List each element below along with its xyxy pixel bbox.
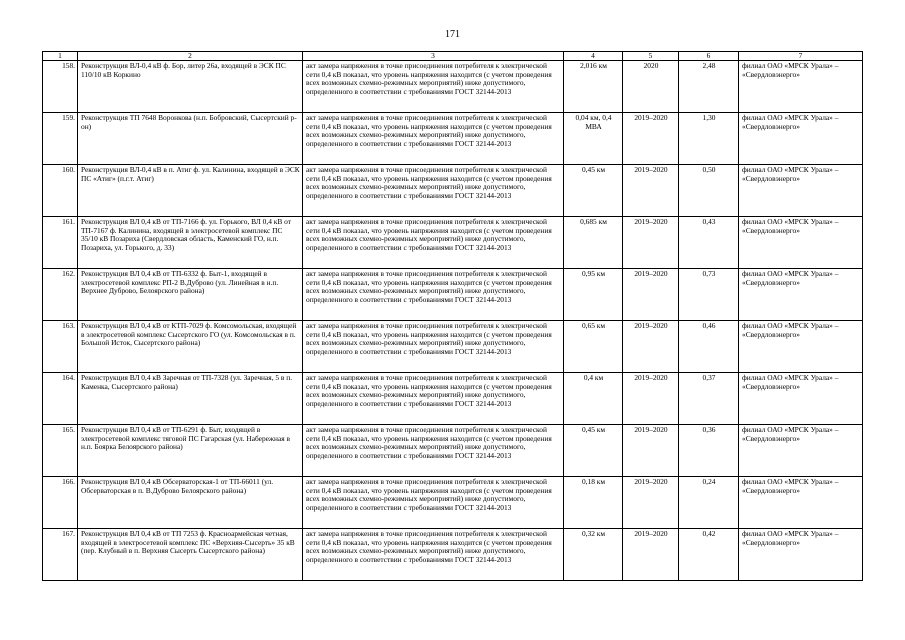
header-cell-1: 1 [43,52,78,61]
cell-capacity: 0,4 км [564,373,623,425]
cell-capacity: 0,685 км [564,217,623,269]
table-row [43,529,863,581]
cell-cost: 0,24 [679,477,739,529]
cell-cost: 0,73 [679,269,739,321]
cell-organization: филиал ОАО «МРСК Урала» – «Свердловэнерго» [739,373,863,425]
cell-justification: акт замера напряжения в точке присоединения потребителя к электрической сети 0,4 кВ показал, что уровень напряжения находится (с учетом проведения всех возможных схемно-режимных мероприятий) ниже допустимого, определенного в соответствии с требованиями ГОСТ 32144-2013 [303,217,564,269]
cell-justification: акт замера напряжения в точке присоединения потребителя к электрической сети 0,4 кВ показал, что уровень напряжения находится (с учетом проведения всех возможных схемно-режимных мероприятий) ниже допустимого, определенного в соответствии с требованиями ГОСТ 32144-2013 [303,477,564,529]
table-row [43,217,863,269]
cell-period: 2019–2020 [623,113,679,165]
cell-period: 2019–2020 [623,321,679,373]
cell-organization: филиал ОАО «МРСК Урала» – «Свердловэнерго» [739,529,863,581]
table-row [43,373,863,425]
table-row [43,61,863,113]
cell-period: 2019–2020 [623,477,679,529]
cell-justification: акт замера напряжения в точке присоединения потребителя к электрической сети 0,4 кВ показал, что уровень напряжения находится (с учетом проведения всех возможных схемно-режимных мероприятий) ниже допустимого, определенного в соответствии с требованиями ГОСТ 32144-2013 [303,321,564,373]
cell-cost: 0,42 [679,529,739,581]
cell-cost: 0,36 [679,425,739,477]
cell-cost: 2,48 [679,61,739,113]
page-number: 171 [445,29,460,40]
cell-period: 2019–2020 [623,529,679,581]
cell-cost: 0,37 [679,373,739,425]
cell-project-name: Реконструкция ВЛ 0,4 кВ от ТП-6332 ф. Быт-1, входящей в электросетевой комплекс РП-2 В.Дуброво (ул. Линейная в н.п. Верхнее Дуброво, Белоярского района) [78,269,303,321]
cell-row-number: 160. [43,165,78,217]
header-cell-4: 4 [564,52,623,61]
cell-row-number: 162. [43,269,78,321]
table-row [43,165,863,217]
cell-justification: акт замера напряжения в точке присоединения потребителя к электрической сети 0,4 кВ показал, что уровень напряжения находится (с учетом проведения всех возможных схемно-режимных мероприятий) ниже допустимого, определенного в соответствии с требованиями ГОСТ 32144-2013 [303,529,564,581]
table-row [43,113,863,165]
cell-project-name: Реконструкция ВЛ 0,4 кВ от КТП-7029 ф. Комсомольская, входящей в электросетевой комплекс Сысертского ГО (ул. Комсомольская в п. Большой Исток, Сысертского района) [78,321,303,373]
table-row [43,425,863,477]
table-row [43,269,863,321]
header-cell-2: 2 [78,52,303,61]
cell-project-name: Реконструкция ВЛ 0,4 кВ Обсерваторская-1 от ТП-66011 (ул. Обсерваторская в п. В.Дуброво Белоярского района) [78,477,303,529]
cell-justification: акт замера напряжения в точке присоединения потребителя к электрической сети 0,4 кВ показал, что уровень напряжения находится (с учетом проведения всех возможных схемно-режимных мероприятий) ниже допустимого, определенного в соответствии с требованиями ГОСТ 32144-2013 [303,61,564,113]
header-cell-5: 5 [623,52,679,61]
cell-period: 2019–2020 [623,165,679,217]
cell-justification: акт замера напряжения в точке присоединения потребителя к электрической сети 0,4 кВ показал, что уровень напряжения находится (с учетом проведения всех возможных схемно-режимных мероприятий) ниже допустимого, определенного в соответствии с требованиями ГОСТ 32144-2013 [303,165,564,217]
cell-cost: 0,43 [679,217,739,269]
cell-organization: филиал ОАО «МРСК Урала» – «Свердловэнерго» [739,477,863,529]
cell-project-name: Реконструкция ТП 7648 Воронкова (н.п. Бобровский, Сысертский р-он) [78,113,303,165]
cell-organization: филиал ОАО «МРСК Урала» – «Свердловэнерго» [739,269,863,321]
cell-project-name: Реконструкция ВЛ-0,4 кВ в п. Атиг ф. ул. Калинина, входящей в ЭСК ПС «Атиг» (п.г.т. Атиг) [78,165,303,217]
cell-capacity: 0,45 км [564,165,623,217]
table-row [43,321,863,373]
cell-organization: филиал ОАО «МРСК Урала» – «Свердловэнерго» [739,425,863,477]
cell-period: 2019–2020 [623,269,679,321]
cell-organization: филиал ОАО «МРСК Урала» – «Свердловэнерго» [739,321,863,373]
cell-period: 2019–2020 [623,373,679,425]
cell-row-number: 161. [43,217,78,269]
cell-justification: акт замера напряжения в точке присоединения потребителя к электрической сети 0,4 кВ показал, что уровень напряжения находится (с учетом проведения всех возможных схемно-режимных мероприятий) ниже допустимого, определенного в соответствии с требованиями ГОСТ 32144-2013 [303,113,564,165]
cell-cost: 0,46 [679,321,739,373]
cell-organization: филиал ОАО «МРСК Урала» – «Свердловэнерго» [739,61,863,113]
header-cell-6: 6 [679,52,739,61]
cell-row-number: 165. [43,425,78,477]
cell-project-name: Реконструкция ВЛ 0,4 кВ от ТП 7253 ф. Красноармейская четная, входящей в электросетевой комплекс ПС «Верхняя-Сысерть» 35 кВ (пер. Клубный в п. Верхняя Сысерть Сысертского района) [78,529,303,581]
cell-project-name: Реконструкция ВЛ 0,4 кВ от ТП-7166 ф. ул. Горького, ВЛ 0,4 кВ от ТП-7167 ф. Калинина, входящей в электросетевой комплекс ПС 35/10 кВ Позариха (Свердловская область, Каменский ГО, н.п. Позариха, ул. Горького, д. 33) [78,217,303,269]
cell-project-name: Реконструкция ВЛ 0,4 кВ Заречная от ТП-7328 (ул. Заречная, 5 в п. Каменка, Сысертского района) [78,373,303,425]
cell-capacity: 0,65 км [564,321,623,373]
cell-row-number: 167. [43,529,78,581]
header-cell-3: 3 [303,52,564,61]
cell-capacity: 0,04 км, 0,4 МВА [564,113,623,165]
cell-capacity: 0,32 км [564,529,623,581]
cell-capacity: 2,016 км [564,61,623,113]
cell-row-number: 159. [43,113,78,165]
header-cell-7: 7 [739,52,863,61]
cell-organization: филиал ОАО «МРСК Урала» – «Свердловэнерго» [739,165,863,217]
cell-organization: филиал ОАО «МРСК Урала» – «Свердловэнерго» [739,217,863,269]
cell-row-number: 166. [43,477,78,529]
cell-justification: акт замера напряжения в точке присоединения потребителя к электрической сети 0,4 кВ показал, что уровень напряжения находится (с учетом проведения всех возможных схемно-режимных мероприятий) ниже допустимого, определенного в соответствии с требованиями ГОСТ 32144-2013 [303,373,564,425]
cell-project-name: Реконструкция ВЛ 0,4 кВ от ТП-6291 ф. Быт, входящей в электросетевой комплекс тяговой ПС Гагарская (ул. Набережная в н.п. Боярка Белоярского района) [78,425,303,477]
cell-capacity: 0,45 км [564,425,623,477]
cell-cost: 1,30 [679,113,739,165]
cell-capacity: 0,18 км [564,477,623,529]
cell-justification: акт замера напряжения в точке присоединения потребителя к электрической сети 0,4 кВ показал, что уровень напряжения находится (с учетом проведения всех возможных схемно-режимных мероприятий) ниже допустимого, определенного в соответствии с требованиями ГОСТ 32144-2013 [303,425,564,477]
cell-period: 2020 [623,61,679,113]
cell-cost: 0,50 [679,165,739,217]
cell-organization: филиал ОАО «МРСК Урала» – «Свердловэнерго» [739,113,863,165]
table-row [43,477,863,529]
projects-table [42,51,863,581]
cell-period: 2019–2020 [623,217,679,269]
cell-period: 2019–2020 [623,425,679,477]
cell-row-number: 164. [43,373,78,425]
cell-justification: акт замера напряжения в точке присоединения потребителя к электрической сети 0,4 кВ показал, что уровень напряжения находится (с учетом проведения всех возможных схемно-режимных мероприятий) ниже допустимого, определенного в соответствии с требованиями ГОСТ 32144-2013 [303,269,564,321]
header-row [43,52,863,61]
cell-row-number: 158. [43,61,78,113]
cell-capacity: 0,95 км [564,269,623,321]
cell-project-name: Реконструкция ВЛ-0,4 кВ ф. Бор, литер 26а, входящей в ЭСК ПС 110/10 кВ Коркино [78,61,303,113]
cell-row-number: 163. [43,321,78,373]
